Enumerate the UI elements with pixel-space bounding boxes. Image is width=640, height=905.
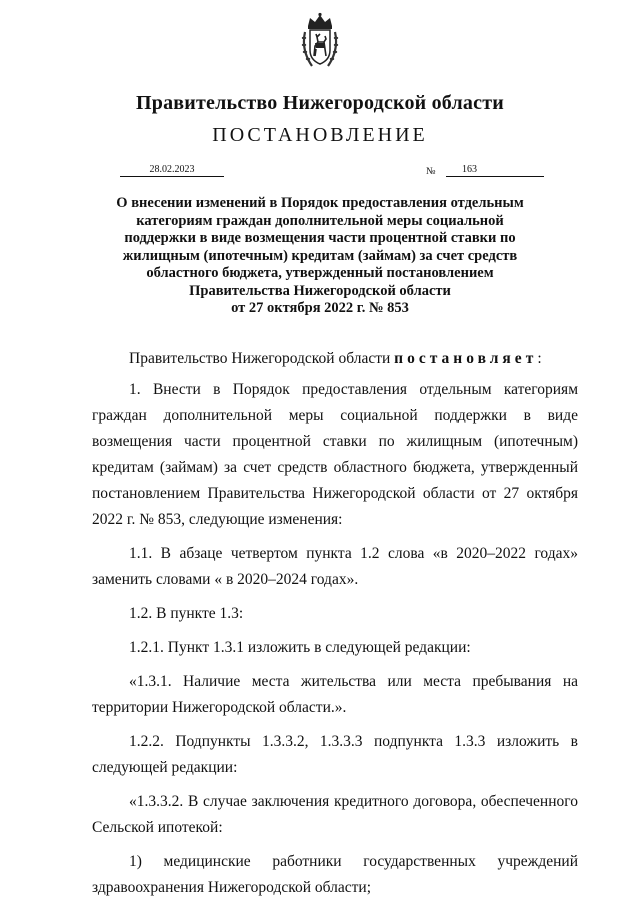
document-number bbox=[446, 164, 544, 177]
document-subject bbox=[110, 195, 530, 318]
coat-of-arms-emblem bbox=[300, 12, 340, 70]
preamble-colon: : bbox=[537, 350, 542, 367]
document-type: ПОСТАНОВЛЕНИЕ bbox=[212, 124, 428, 146]
document-body bbox=[92, 346, 578, 901]
subject-line: поддержки в виде возмещения части процентной ставки по bbox=[124, 230, 516, 246]
paragraph-1-2: 1.2. В пункте 1.3: bbox=[129, 605, 244, 622]
government-title: Правительство Нижегородской области bbox=[136, 92, 504, 114]
subject-line: категориям граждан дополнительной меры социальной bbox=[136, 212, 504, 229]
subject-line: О внесении изменений в Порядок предоставления отдельным bbox=[116, 195, 524, 211]
paragraph-1-3-3-2: «1.3.3.2. В случае заключения кредитного договора, обеспеченного Сельской ипотекой: bbox=[92, 793, 578, 836]
paragraph-1-2-2: 1.2.2. Подпункты 1.3.3.2, 1.3.3.3 подпункта 1.3.3 изложить в следующей редакции: bbox=[92, 733, 578, 776]
document-number-value: 163 bbox=[462, 164, 477, 175]
subject-line: от 27 октября 2022 г. № 853 bbox=[231, 300, 409, 316]
preamble bbox=[92, 346, 578, 372]
paragraph-1-3-1: «1.3.1. Наличие места жительства или места пребывания на территории Нижегородской области.». bbox=[92, 673, 578, 716]
preamble-text: Правительство Нижегородской области bbox=[129, 350, 395, 367]
document-date: 28.02.2023 bbox=[120, 164, 224, 177]
paragraph-1: 1. Внести в Порядок предоставления отдельным категориям граждан дополнительной меры социальной поддержки в виде возмещения части процентной ставки по жилищным (ипотечным) кредитам (займам) за счет средств областного бюджета, утвержденный постановлением Правительства Нижегородской области от 27 октября 2022 г. № 853, следующие изменения: bbox=[92, 381, 578, 528]
paragraph-1-1: 1.1. В абзаце четвертом пункта 1.2 слова «в 2020–2022 годах» заменить словами « в 2020–2024 годах». bbox=[92, 545, 578, 588]
list-item-1: 1) медицинские работники государственных учреждений здравоохранения Нижегородской области; bbox=[92, 853, 578, 896]
subject-line: областного бюджета, утвержденный постановлением bbox=[146, 265, 494, 281]
preamble-resolves: постановляет bbox=[394, 350, 538, 367]
subject-line: Правительства Нижегородской области bbox=[189, 282, 451, 299]
subject-line: жилищным (ипотечным) кредитам (займам) за счет средств bbox=[122, 247, 518, 264]
paragraph-1-2-1: 1.2.1. Пункт 1.3.1 изложить в следующей редакции: bbox=[129, 639, 471, 656]
number-label: № bbox=[426, 166, 436, 177]
